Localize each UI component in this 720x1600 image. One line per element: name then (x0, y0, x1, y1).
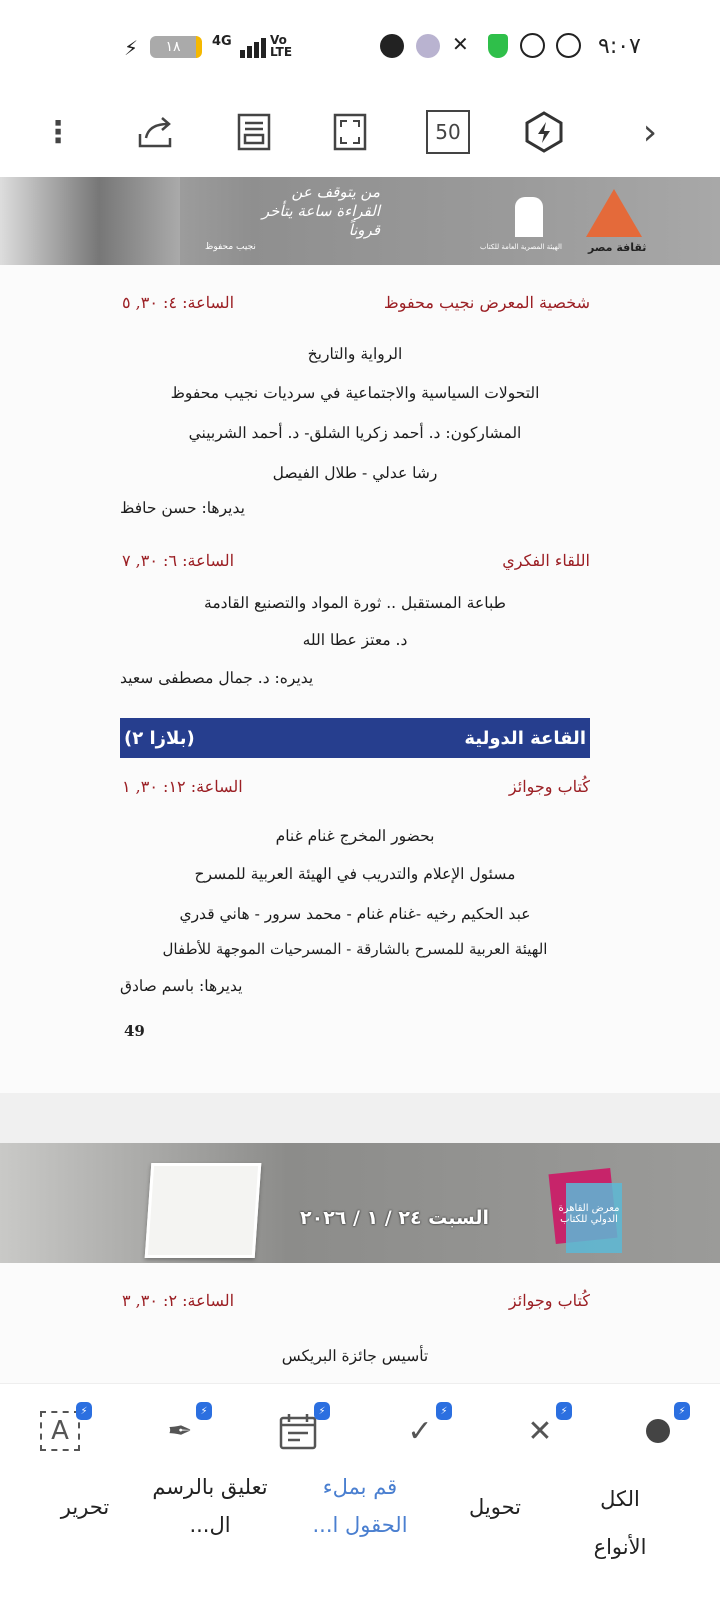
pen-sign-icon[interactable]: ✒ ⚡ (150, 1406, 210, 1456)
hall-sub: (بلازا ٢) (124, 727, 195, 749)
chevron-right-icon[interactable]: › (642, 111, 658, 153)
form-fill-icon[interactable] (268, 1406, 328, 1456)
session-time: الساعة: ١٢: ٣٠, ١ (122, 777, 243, 796)
capcut-icon: ✕ (452, 32, 469, 56)
book-fair-logo-text: معرض القاهرة الدولي للكتاب (558, 1203, 620, 1225)
reader-toolbar (0, 90, 720, 172)
signal-icon: 4G (212, 34, 232, 49)
session-title: كُتاب وجوائز (508, 1291, 590, 1310)
close-icon[interactable]: ✕ ⚡ (510, 1406, 570, 1456)
pro-badge-icon: ⚡ (76, 1402, 92, 1420)
text-edit-icon[interactable]: A ⚡ (30, 1406, 90, 1456)
session-line: التحولات السياسية والاجتماعية في سرديات نجيب محفوظ (170, 384, 540, 402)
tool-fill-fields[interactable]: قم بملء الحقول ا... (312, 1475, 408, 1537)
session-line: طباعة المستقبل .. ثورة المواد والتصنيع القادمة (204, 594, 506, 612)
culture-logo-mark (586, 189, 642, 237)
clock: ٩:٠٧ (598, 34, 641, 59)
more-vert-icon[interactable]: ⋮ (43, 114, 73, 150)
tool-edit[interactable]: تحرير (60, 1495, 110, 1519)
tool-types[interactable]: الأنواع (593, 1535, 647, 1559)
session-line: رشا عدلي - طلال الفيصل (272, 464, 438, 482)
tool-all[interactable]: الكل (600, 1487, 640, 1511)
hall-name: القاعة الدولية (464, 727, 586, 749)
whatsapp-icon (520, 33, 545, 58)
pro-badge-icon: ⚡ (436, 1402, 452, 1420)
quick-action-icon[interactable] (522, 110, 566, 154)
session-moderator: يديره: د. جمال مصطفى سعيد (120, 669, 314, 687)
check-icon[interactable]: ✓ ⚡ (390, 1406, 450, 1456)
tool-draw-comment[interactable]: تعليق بالرسم ال... (152, 1475, 268, 1537)
session-time: الساعة: ٦: ٣٠, ٧ (122, 551, 235, 570)
banner-author: نجيب محفوظ (205, 242, 256, 252)
session-line: بحضور المخرج غنام غنام (275, 827, 435, 845)
pro-badge-icon: ⚡ (314, 1402, 330, 1420)
app-notification-icon (416, 34, 440, 58)
share-icon[interactable] (134, 110, 178, 154)
volte-icon: Vo LTE (270, 33, 293, 59)
pro-badge-icon: ⚡ (196, 1402, 212, 1420)
pdf-page-50 (0, 1263, 720, 1383)
tool-convert[interactable]: تحويل (469, 1495, 521, 1519)
page-number-icon[interactable]: 50 (426, 110, 470, 154)
gebo-logo: الهيئة المصرية العامة للكتاب (480, 243, 562, 251)
pdf-page-49 (0, 265, 720, 1093)
session-line: مسئول الإعلام والتدريب في الهيئة العربية للمسرح (194, 865, 516, 883)
battery-icon: ١٨ (150, 36, 202, 58)
dot-icon[interactable] (628, 1406, 688, 1456)
portrait-image (0, 177, 180, 265)
header-banner (0, 177, 720, 265)
hall-header (120, 718, 590, 758)
signal-bars-icon (240, 38, 266, 58)
whatsapp-icon (556, 33, 581, 58)
page-layout-icon[interactable] (232, 110, 276, 154)
charging-icon: ⚡ (124, 36, 139, 60)
session-line: الرواية والتاريخ (307, 345, 403, 363)
session-title: اللقاء الفكري (502, 551, 590, 570)
session-time: الساعة: ٢: ٣٠, ٣ (122, 1291, 235, 1310)
fullscreen-icon[interactable] (328, 110, 372, 154)
session-line: المشاركون: د. أحمد زكريا الشلق- د. أحمد الشربيني (188, 424, 522, 442)
calendar-image (145, 1163, 262, 1258)
banner-quote: من يتوقف عن القراءة ساعة يتأخر قروناً (261, 183, 380, 239)
date-banner (0, 1143, 720, 1263)
session-moderator: يديرها: حسن حافظ (120, 499, 245, 517)
pro-badge-icon: ⚡ (556, 1402, 572, 1420)
status-bar (0, 0, 720, 90)
session-title: كُتاب وجوائز (508, 777, 590, 796)
session-line: تأسيس جائزة البريكس (281, 1347, 429, 1365)
page-number: 49 (124, 1022, 145, 1040)
session-line: عبد الحكيم رخيه -غنام غنام - محمد سرور - هاني قدري (179, 905, 531, 923)
gebo-logo-mark (515, 197, 543, 237)
session-line: الهيئة العربية للمسرح بالشارقة - المسرحيات الموجهة للأطفال (162, 940, 548, 958)
culture-logo: ثقافة مصر (588, 241, 647, 254)
session-line: د. معتز عطا الله (302, 631, 408, 649)
page-gap (0, 1093, 720, 1143)
annotation-toolbar (0, 1383, 720, 1600)
app-notification-icon (380, 34, 404, 58)
shield-icon (488, 34, 508, 58)
session-time: الساعة: ٤: ٣٠, ٥ (122, 293, 235, 312)
banner-date: السبت ٢٤ / ١ / ٢٠٢٦ (300, 1207, 490, 1229)
session-title: شخصية المعرض نجيب محفوظ (383, 293, 590, 312)
pro-badge-icon: ⚡ (674, 1402, 690, 1420)
session-moderator: يديرها: باسم صادق (120, 977, 243, 995)
